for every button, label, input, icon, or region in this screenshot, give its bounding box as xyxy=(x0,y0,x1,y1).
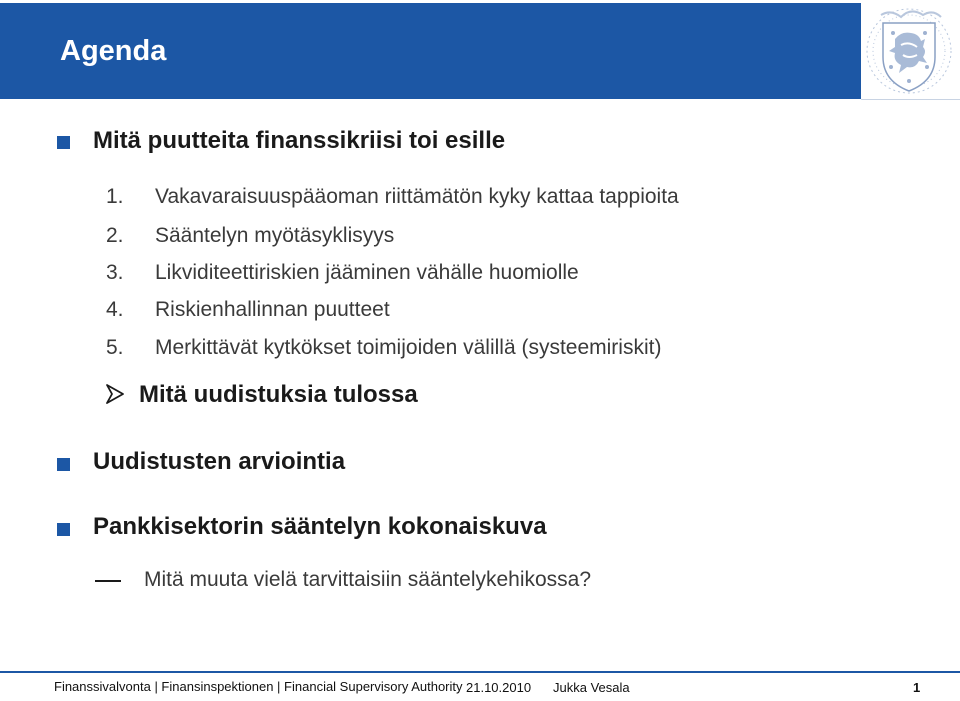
logo xyxy=(861,3,960,100)
list-number: 5. xyxy=(106,336,124,359)
list-item: Likviditeettiriskien jääminen vähälle huomiolle xyxy=(155,261,579,284)
square-bullet-icon xyxy=(57,136,70,149)
arrow-item: Mitä uudistuksia tulossa xyxy=(139,381,418,408)
dash-bullet xyxy=(95,580,121,582)
slide-footer xyxy=(0,671,960,701)
footer-date: 21.10.2010 xyxy=(466,680,532,695)
list-number: 3. xyxy=(106,261,124,284)
square-bullet-icon xyxy=(57,458,70,471)
list-item: Sääntelyn myötäsyklisyys xyxy=(155,224,395,247)
list-item: Riskienhallinnan puutteet xyxy=(155,298,390,321)
dash-item: Mitä muuta vielä tarvittaisiin sääntelykehikossa? xyxy=(144,568,592,591)
arrowhead-bullet-icon xyxy=(105,383,125,405)
list-item: Vakavaraisuuspääoman riittämätön kyky kattaa tappioita xyxy=(155,185,679,208)
list-number: 1. xyxy=(106,185,124,208)
agenda-item-1: Mitä puutteita finanssikriisi toi esille xyxy=(93,127,506,154)
slide-title: Agenda xyxy=(60,35,167,67)
page-number: 1 xyxy=(913,680,921,695)
list-number: 4. xyxy=(106,298,124,321)
agenda-item-3: Pankkisektorin sääntelyn kokonaiskuva xyxy=(93,513,547,540)
slide-header xyxy=(0,0,960,100)
list-number: 2. xyxy=(106,224,124,247)
footer-organization: Finanssivalvonta | Finansinspektionen | Financial Supervisory Authority xyxy=(54,679,463,694)
agenda-item-2: Uudistusten arviointia xyxy=(93,448,346,475)
footer-author: Jukka Vesala xyxy=(553,680,630,695)
title-bar xyxy=(0,3,861,99)
square-bullet-icon xyxy=(57,523,70,536)
lion-coat-of-arms-icon xyxy=(861,3,960,99)
list-item: Merkittävät kytkökset toimijoiden välillä (systeemiriskit) xyxy=(155,336,662,359)
